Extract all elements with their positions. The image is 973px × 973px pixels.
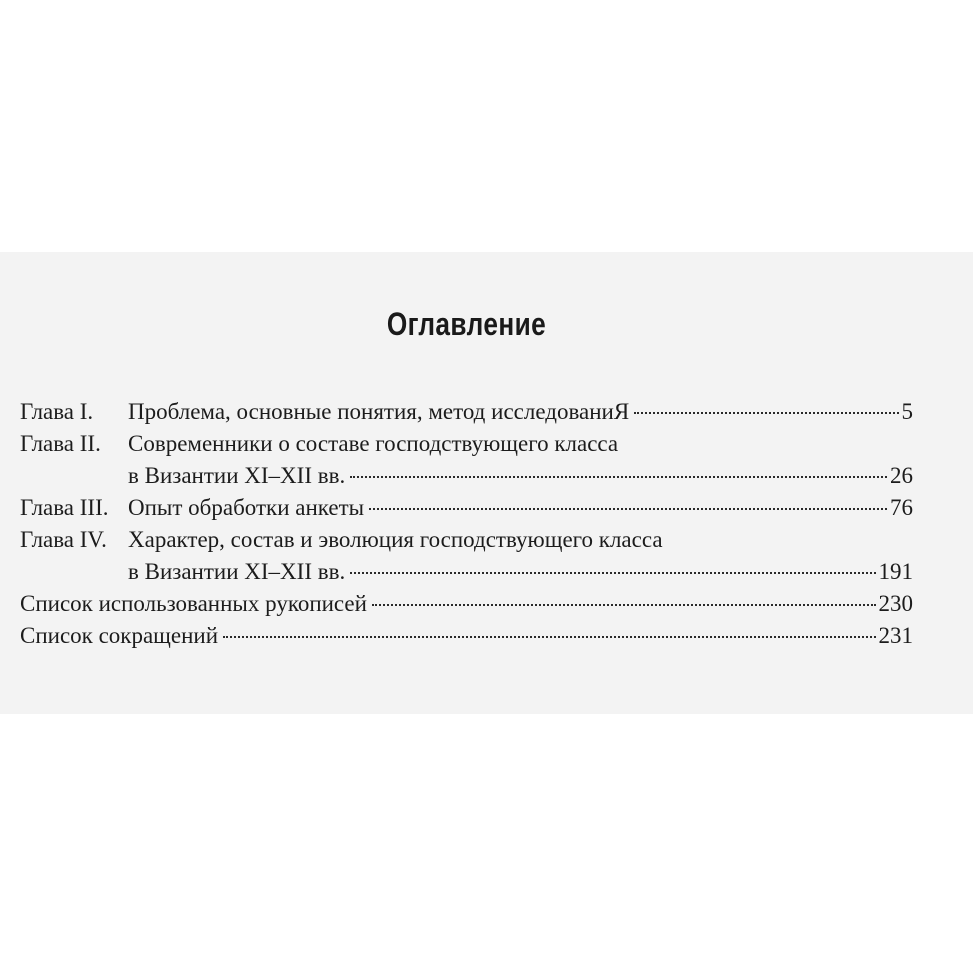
toc-entry-chapter-1[interactable] — [20, 396, 913, 428]
page-number: 26 — [890, 463, 913, 488]
page-number: 230 — [878, 591, 913, 616]
toc-entry-chapter-2[interactable] — [20, 428, 913, 460]
toc-entry-chapter-4[interactable] — [20, 524, 913, 556]
chapter-title: Характер, состав и эволюция господствующего класса — [128, 527, 663, 552]
page-number: 191 — [878, 559, 913, 584]
chapter-title: Опыт обработки анкеты — [128, 495, 365, 520]
toc-entry-manuscripts[interactable] — [20, 588, 913, 620]
chapter-number: Глава III. — [20, 495, 109, 520]
chapter-number: Глава I. — [20, 399, 94, 424]
page-number: 231 — [878, 623, 913, 648]
dot-leader — [350, 572, 875, 574]
chapter-title: Проблема, основные понятия, метод исследованиЯ — [128, 399, 630, 424]
chapter-title-continuation: в Византии XI–XII вв. — [128, 463, 346, 488]
chapter-number: Глава IV. — [20, 527, 107, 552]
section-title: Список сокращений — [20, 623, 219, 648]
page-title: Оглавление — [386, 306, 547, 342]
dot-leader — [372, 604, 876, 606]
chapter-number: Глава II. — [20, 431, 101, 456]
toc-entry-chapter-2-continuation[interactable] — [20, 460, 913, 492]
toc-entry-abbreviations[interactable] — [20, 620, 913, 652]
toc-entry-chapter-4-continuation[interactable] — [20, 556, 913, 588]
page-number: 76 — [890, 495, 913, 520]
table-of-contents — [20, 396, 913, 652]
toc-entry-chapter-3[interactable] — [20, 492, 913, 524]
page-number: 5 — [901, 399, 913, 424]
dot-leader — [350, 476, 887, 478]
chapter-title: Современники о составе господствующего класса — [128, 431, 619, 456]
dot-leader — [369, 508, 887, 510]
section-title: Список использованных рукописей — [20, 591, 367, 616]
dot-leader — [223, 636, 875, 638]
chapter-title-continuation: в Византии XI–XII вв. — [128, 559, 346, 584]
dot-leader — [634, 412, 898, 414]
